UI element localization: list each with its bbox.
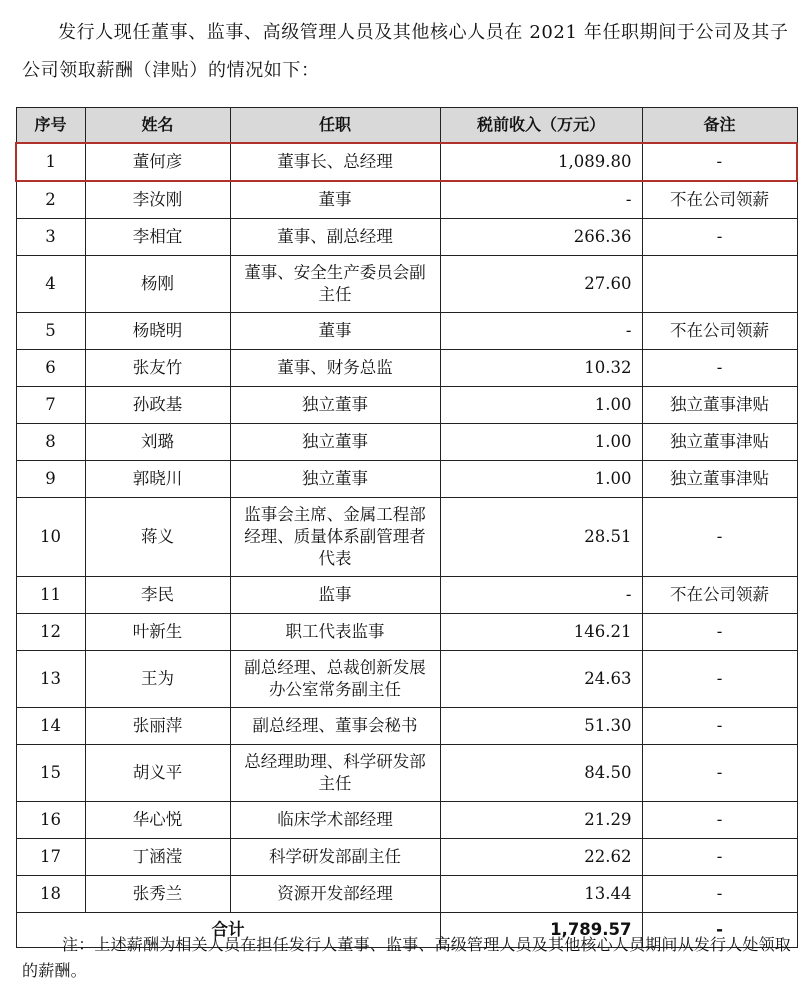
row-number: 13 — [16, 651, 85, 708]
row-income: 266.36 — [440, 219, 642, 256]
footnote: 注：上述薪酬为相关人员在担任发行人董事、监事、高级管理人员及其他核心人员期间从发行人处领取的薪酬。 — [22, 935, 792, 980]
row-income: 84.50 — [440, 745, 642, 802]
row-name: 杨晓明 — [85, 313, 230, 350]
table-row — [16, 651, 797, 708]
row-number: 6 — [16, 350, 85, 387]
row-name: 杨刚 — [85, 256, 230, 313]
header-position: 任职 — [230, 108, 440, 144]
row-name: 董何彦 — [85, 143, 230, 181]
intro-paragraph: 发行人现任董事、监事、高级管理人员及其他核心人员在 2021 年任职期间于公司及其子公司领取薪酬（津贴）的情况如下： — [22, 22, 789, 81]
row-number: 8 — [16, 424, 85, 461]
table-header-row — [16, 108, 797, 144]
row-income: 24.63 — [440, 651, 642, 708]
table-row — [16, 577, 797, 614]
row-note: - — [642, 839, 797, 876]
row-position: 临床学术部经理 — [230, 802, 440, 839]
row-position: 科学研发部副主任 — [230, 839, 440, 876]
row-note: - — [642, 219, 797, 256]
table-row — [16, 745, 797, 802]
row-position: 董事、安全生产委员会副主任 — [230, 256, 440, 313]
table-row — [16, 424, 797, 461]
row-name: 张丽萍 — [85, 708, 230, 745]
row-note: - — [642, 745, 797, 802]
row-position: 资源开发部经理 — [230, 876, 440, 913]
row-note: - — [642, 651, 797, 708]
row-position: 副总经理、总裁创新发展办公室常务副主任 — [230, 651, 440, 708]
row-number: 7 — [16, 387, 85, 424]
row-name: 李民 — [85, 577, 230, 614]
row-note: - — [642, 350, 797, 387]
row-note: - — [642, 614, 797, 651]
row-name: 李汝刚 — [85, 181, 230, 219]
row-income: 27.60 — [440, 256, 642, 313]
row-name: 孙政基 — [85, 387, 230, 424]
row-note: 独立董事津贴 — [642, 387, 797, 424]
total-note: - — [642, 913, 797, 948]
compensation-table — [15, 107, 798, 948]
row-income: 1.00 — [440, 387, 642, 424]
table-row — [16, 802, 797, 839]
row-note: - — [642, 802, 797, 839]
row-note: 不在公司领薪 — [642, 577, 797, 614]
row-position: 职工代表监事 — [230, 614, 440, 651]
row-name: 叶新生 — [85, 614, 230, 651]
row-note: - — [642, 143, 797, 181]
total-income: 1,789.57 — [440, 913, 642, 948]
row-income: 146.21 — [440, 614, 642, 651]
table-row — [16, 350, 797, 387]
table-row — [16, 219, 797, 256]
row-note: - — [642, 876, 797, 913]
table-row — [16, 614, 797, 651]
table-row — [16, 313, 797, 350]
row-note: 不在公司领薪 — [642, 181, 797, 219]
row-position: 董事 — [230, 313, 440, 350]
row-name: 丁涵滢 — [85, 839, 230, 876]
row-name: 张友竹 — [85, 350, 230, 387]
row-position: 董事 — [230, 181, 440, 219]
row-number: 5 — [16, 313, 85, 350]
row-number: 16 — [16, 802, 85, 839]
row-income: - — [440, 577, 642, 614]
table-row — [16, 708, 797, 745]
row-name: 王为 — [85, 651, 230, 708]
row-position: 副总经理、董事会秘书 — [230, 708, 440, 745]
row-note — [642, 256, 797, 313]
header-income: 税前收入（万元） — [440, 108, 642, 144]
row-income: 21.29 — [440, 802, 642, 839]
table-row — [16, 461, 797, 498]
row-number: 14 — [16, 708, 85, 745]
table-row — [16, 839, 797, 876]
row-position: 独立董事 — [230, 424, 440, 461]
row-name: 张秀兰 — [85, 876, 230, 913]
row-income: 1.00 — [440, 461, 642, 498]
row-number: 2 — [16, 181, 85, 219]
table-row — [16, 498, 797, 577]
row-number: 1 — [16, 143, 85, 181]
row-number: 4 — [16, 256, 85, 313]
table-row — [16, 143, 797, 181]
row-name: 郭晓川 — [85, 461, 230, 498]
row-income: 13.44 — [440, 876, 642, 913]
row-position: 董事、副总经理 — [230, 219, 440, 256]
row-number: 9 — [16, 461, 85, 498]
table-row — [16, 387, 797, 424]
total-label: 合计 — [16, 913, 440, 948]
row-income: 28.51 — [440, 498, 642, 577]
row-note: 不在公司领薪 — [642, 313, 797, 350]
row-income: 1,089.80 — [440, 143, 642, 181]
row-position: 董事长、总经理 — [230, 143, 440, 181]
row-number: 15 — [16, 745, 85, 802]
row-number: 10 — [16, 498, 85, 577]
row-income: - — [440, 313, 642, 350]
table-row — [16, 181, 797, 219]
row-name: 华心悦 — [85, 802, 230, 839]
row-number: 18 — [16, 876, 85, 913]
row-note: 独立董事津贴 — [642, 424, 797, 461]
row-number: 12 — [16, 614, 85, 651]
row-position: 监事 — [230, 577, 440, 614]
row-position: 独立董事 — [230, 387, 440, 424]
row-name: 李相宜 — [85, 219, 230, 256]
row-number: 17 — [16, 839, 85, 876]
row-name: 蒋义 — [85, 498, 230, 577]
row-income: 51.30 — [440, 708, 642, 745]
row-position: 董事、财务总监 — [230, 350, 440, 387]
row-position: 监事会主席、金属工程部经理、质量体系副管理者代表 — [230, 498, 440, 577]
row-number: 3 — [16, 219, 85, 256]
table-row — [16, 876, 797, 913]
row-income: 10.32 — [440, 350, 642, 387]
row-note: - — [642, 708, 797, 745]
row-income: 22.62 — [440, 839, 642, 876]
header-no: 序号 — [16, 108, 85, 144]
row-income: - — [440, 181, 642, 219]
row-name: 胡义平 — [85, 745, 230, 802]
table-row — [16, 256, 797, 313]
header-name: 姓名 — [85, 108, 230, 144]
row-position: 独立董事 — [230, 461, 440, 498]
row-name: 刘璐 — [85, 424, 230, 461]
row-note: 独立董事津贴 — [642, 461, 797, 498]
row-income: 1.00 — [440, 424, 642, 461]
header-note: 备注 — [642, 108, 797, 144]
row-position: 总经理助理、科学研发部主任 — [230, 745, 440, 802]
row-number: 11 — [16, 577, 85, 614]
row-note: - — [642, 498, 797, 577]
